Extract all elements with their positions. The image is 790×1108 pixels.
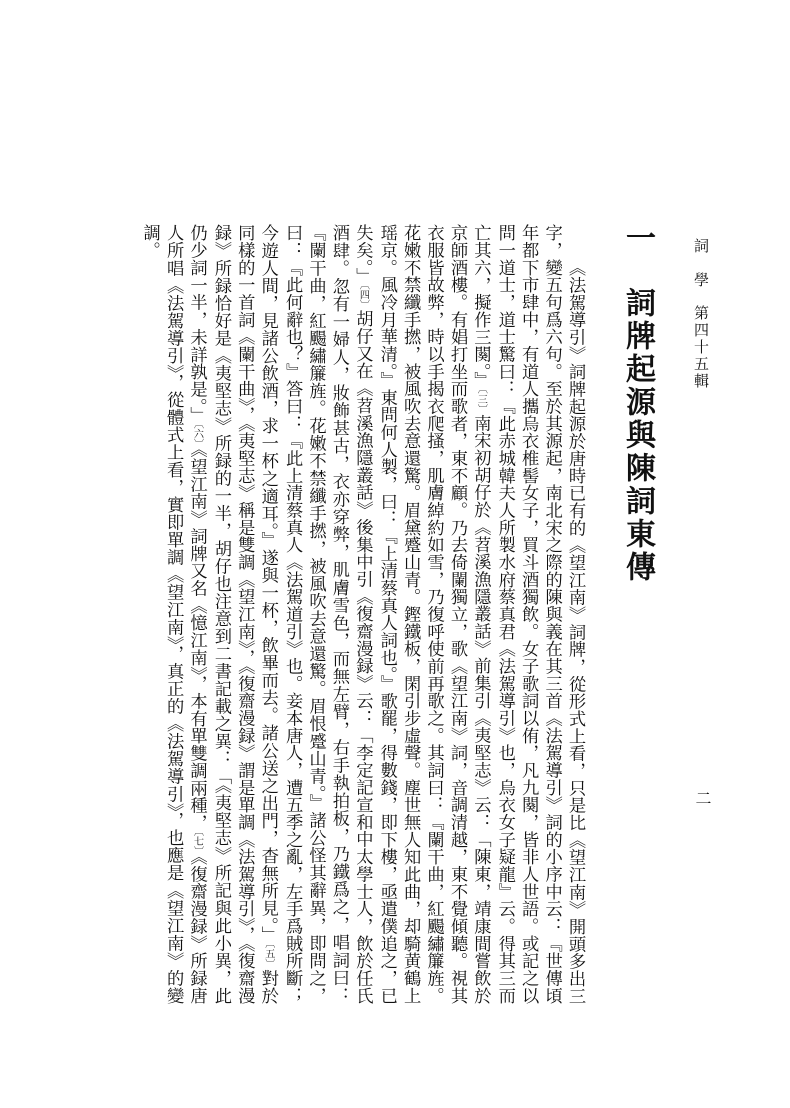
text-run: 《法駕導引》詞牌起源於唐時已有的《望江南》詞牌，從形式上看，只是比《望江南》開頭多出三字，變五句爲六句。至於其源起，南北宋之際的陳與義在其三首《法駕導引》詞的小序中云：『世傳頃年都下市肆中，有道人攜烏衣椎髻女子，買斗酒獨飲。女子歌詞以侑，凡九闋，皆非人世語。或記之以問一道士，道士驚曰：『此赤城韓夫人所製水府蔡真君《法駕導引》也，烏衣女子疑龍』云。得其三而亡其六，擬作三闋。』 [470,224,585,1004]
issue-number: 第四十五輯 [692,305,710,390]
section-heading [612,222,662,622]
footnote-marker: 〔四〕 [357,284,369,310]
text-run: 南宋初胡仔於《苕溪漁隱叢話》前集引《夷堅志》云：「陳東，靖康間嘗飲於京師酒樓。有娼打坐而歌者，東不顧。乃去倚闌獨立，歌《望江南》詞，音調清越，東不覺傾聽。視其衣服皆故弊，時以手揭衣爬搔，肌膚綽約如雪，乃復呼使前再歌之。其詞曰：『闌干曲，紅颺繡簾旌。花嫩不禁纖手撚，被風吹去意還驚。眉黛蹙山青。鏗鐵板，閑引步虛聲。塵世無人知此曲，却騎黄鶴上瑶京。風冷月華清。』東問何人製，曰：『上清蔡真人詞也。』歌罷，得數錢，即下樓，亟遣僕追之，已失矣。」 [352,224,491,1004]
body-text [126,224,586,1004]
footnote-marker: 〔五〕 [262,943,274,970]
footnote-marker: 〔六〕 [191,423,203,449]
footnote-marker: 〔七〕 [191,831,203,857]
running-head [684,238,718,478]
section-number: 一 [620,222,655,255]
footnote-marker: 〔三〕 [475,388,487,415]
text-run: 《復齋漫録》所録唐人所唱《法駕導引》，從體式上看，實即單調《望江南》，真正的《法駕導引》，也應是《望江南》的變調。 [139,224,207,1004]
paragraph [137,224,586,1004]
journal-title: 詞 學 [692,238,710,289]
section-title: 詞牌起源與陳詞東傳 [620,287,655,584]
text-run: 《望江南》詞牌又名《憶江南》，本有單雙調兩種， [186,449,207,832]
text-run: 對於同樣的一首詞《闌干曲》，《夷堅志》稱是雙調《望江南》，《復齋漫録》謂是單調《法駕導引》，《復齋漫録》所録恰好是《夷堅志》所録的一半，胡仔也注意到二書記載之異：「《夷堅志》所記與此小異，此仍少詞一半，未詳孰是。」 [186,224,278,1004]
page-number: 二 [693,790,712,806]
text-run: 胡仔又在《苕溪漁隱叢話》後集中引《復齋漫録》云：「李定記宣和中太學士人，飲於任氏酒肆。忽有一婦人，妝飾甚古，衣亦穿弊，肌膚雪色，而無左臂，右手執拍板，乃鐵爲之，唱詞曰：『闌干曲，紅颺繡簾旌。花嫩不禁纖手撚，被風吹去意還驚。眉恨蹙山青。』諸公怪其辭異，即問之，曰：『此何辭也？』答曰：『此上清蔡真人《法駕道引》也。妾本唐人，遭五季之亂，左手爲賊所斷；今遊人間，見諸公飲酒，求一杯之適耳。』遂與一杯，飲畢而去。諸公送之出門，杳無所見。」 [257,224,373,1004]
